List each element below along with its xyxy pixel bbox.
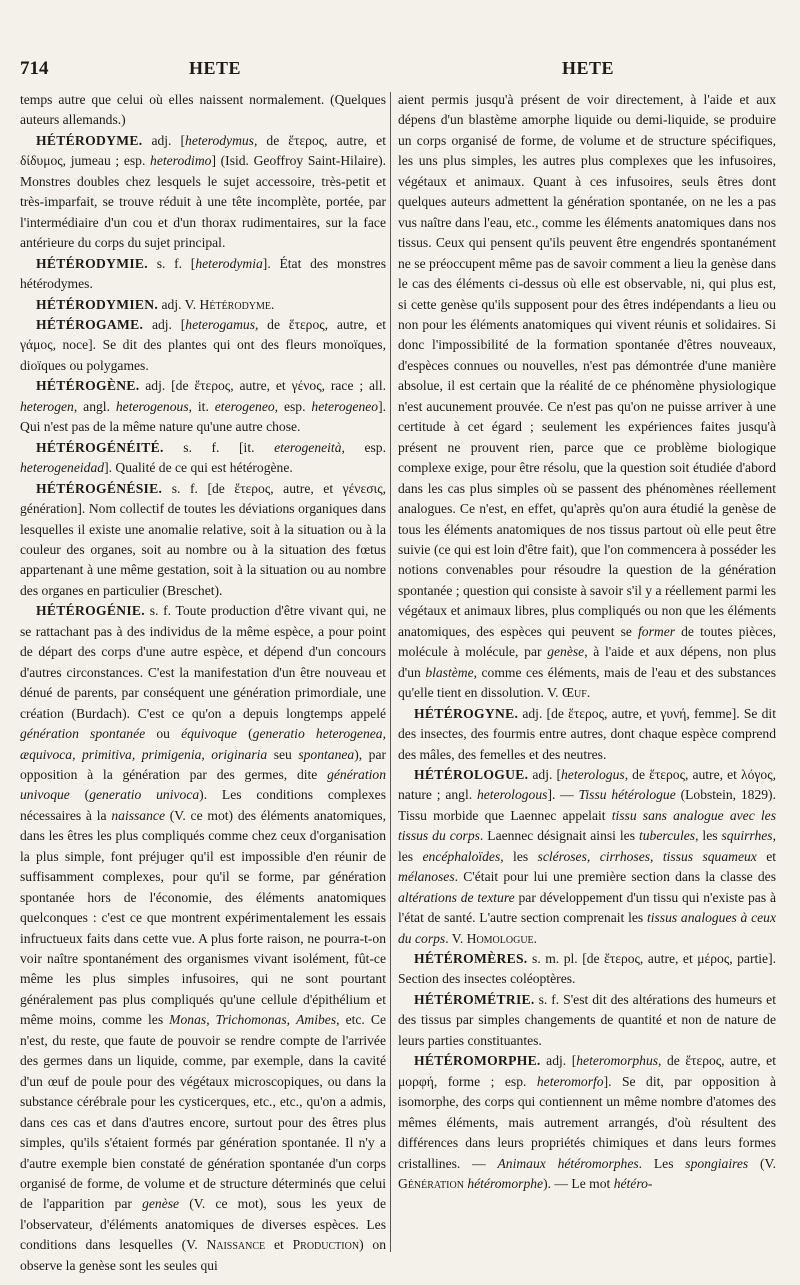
text-run: Tissu hétérologue [578,787,676,803]
text-run: de toutes pièces, molécule à molécule, par [398,623,776,660]
entry-heterodymien [20,295,386,315]
headword: HÉTÉRODYMIE. [36,255,148,271]
text-run: Monas [169,1012,207,1028]
text-run: scléroses [537,848,587,864]
text-run: encéphaloïdes [422,848,501,864]
text-run: squirrhes [721,828,773,844]
entry-heterogeneite [20,438,386,479]
entry-heterodymie [20,254,386,295]
text-run: genèse [142,1196,180,1212]
text-run: ( [69,787,90,803]
text-run: genèse [547,644,585,660]
headword: HÉTÉROMORPHE. [414,1053,541,1069]
text-run: cirrhoses [599,848,651,864]
text-run: heterogenous [115,398,189,414]
page-header [14,58,786,86]
text-run: ), par opposition à la génération par des germes, dite [20,746,387,782]
headword: HÉTÉROGÉNÉITÉ. [36,439,164,455]
headword: HÉTÉRODYMIEN. [36,296,159,312]
headword: HÉTÉROMÉTRIE. [414,991,535,1007]
text-run: spontanea [298,746,355,762]
text-run: , esp. [341,439,386,455]
text-run: adj. [ [540,1053,577,1069]
text-run: heteromorfo [536,1073,604,1089]
text-run: adj. [de ἕτερος, autre, et γυνή, femme]. Se dit des insectes, des fourmis entre autres, dont chaque espèce comprend des mâles, des femelles et des neutres. [398,705,776,762]
text-run: Génération [398,1176,464,1192]
text-run: , les [695,828,722,844]
column-divider [390,92,391,1252]
text-run: , esp. [274,398,312,414]
entry-heterogame [20,315,386,376]
entry-heterogenie [20,601,386,1276]
text-run: ]. Qui n'est pas de la même nature qu'une autre chose. [20,398,387,435]
text-run: generatio heterogenea, æquivoca, primitiva, primigenia, originaria [20,726,386,762]
text-run: Hétérodyme [199,296,272,312]
text-run: (V. ce mot) des éléments anatomiques, dans les êtres les plus compliqués comme chez ceux d'organisation la plus simple, font préjuger qu'il est impossible d'en réunir de suffisamment complexes, pour qu'il se forme, par génération spontanée hors de l'économie, des éléments anatomiques quelconques : c'est ce que montrent expérimentalement les essais infructueux faits dans cette vue. A plus forte raison, ne pourra-t-on voir naître spontanément des organismes vivant isolément, fût-ce même les plus simples infusoires, qui ne sont pourtant généralement pas plus compliqués qu'une cellule d'épithélium et même moins, comme les [20,807,386,1028]
text-run: former [638,623,676,639]
text-run: altérations de texture [398,889,515,905]
text-run: par développement d'un tissu qui n'existe pas à l'état de santé. L'autre section comprenait les [398,889,776,926]
text-run: heterodymus [185,132,254,148]
text-run: , [650,848,663,864]
text-run: . V. [445,930,467,946]
text-run: , [206,1012,216,1028]
text-run: heterogen [20,398,74,414]
text-run: . [271,296,275,312]
entry-heteromeres [398,949,776,990]
text-run: Homologue [466,930,534,946]
text-run: adj. [ [142,132,186,148]
entry-heterologue [398,765,776,949]
text-run: , [286,1012,297,1028]
headword: HÉTÉROGAME. [36,316,144,332]
text-run: heterogeneidad [20,460,105,476]
text-run: s. f. [it. [163,439,275,455]
text-run: ) on observe la genèse sont les seules qui [20,1237,387,1273]
text-run: hétéro- [613,1176,653,1192]
text-run: heterologous [476,787,548,803]
text-run: ( [236,726,253,742]
text-run: heteromorphus [576,1053,659,1069]
right-column [398,90,776,1194]
text-run: adj. V. [158,296,200,312]
headword: HÉTÉROGYNE. [414,705,519,721]
text-run: Œuf [561,685,587,701]
entry-heterometrie [398,990,776,1051]
text-run: , à l'aide et aux dépens, non plus d'un [398,644,776,680]
text-run: ). — Le mot [543,1176,614,1192]
entry-heterogene [20,376,386,437]
text-run: , de ἕτερος, autre, et δίδυμος, jumeau ; esp. [20,132,386,169]
text-run: ]. État des monstres hétérodymes. [20,255,387,292]
text-run: . [586,685,591,701]
text-run: , comme ces éléments, mais de l'eau et des substances qu'elle tient en dissolution. V. [398,664,776,701]
text-run: tubercules [638,828,696,844]
page-number: 714 [20,58,49,79]
text-run: tissus analogues à ceux du corps [398,910,777,946]
text-run: équivoque [181,726,237,742]
text-run: ). Les conditions complexes nécessaires à la [20,787,386,823]
text-run: génération univoque [20,766,386,803]
text-run: ]. — [547,787,579,803]
text-run: hétéromorphe [467,1176,544,1192]
headword: HÉTÉROGÈNE. [36,378,140,394]
text-run: s. f. Toute production d'être vivant qui, ne se rattachant pas à des individus de la même espèce, a pour point de départ des corps d'une autre espèce, et dépend d'un concours d'autres circonstances. C'est la manifestation d'un être nouveau et dénué de parents, par conséquent une génération primordiale, une création (Burdach). C'est ce qu'on a depuis longtemps appelé [20,603,386,721]
text-run: heterologus [561,766,625,782]
running-head-left: HETE [189,58,242,78]
text-run: naissance [111,807,165,823]
text-run: Animaux hétéromorphes [497,1155,639,1171]
text-run: . Les [638,1155,686,1171]
text-run: , it. [188,398,215,414]
text-run: s. f. [de ἕτερος, autre, et γένεσις, génération]. Nom collectif de toutes les déviations organiques dans lesquelles il existe une anomalie relative, soit à la situation ou à la couleur des organes, soit au nombre ou à la situation des fœtus appartenant à une même gestation, soit à la situation ou au nombre des organes en particulier (Breschet). [20,480,386,598]
text-run: ] (Isid. Geoffroy Saint-Hilaire). Monstres doubles chez lesquels le sujet accessoire, très-petit et très-imparfait, se trouve réduit à une tête incomplète, portée, par l'intermédiaire d'un cou et d'un thorax rudimentaires, sur la face antérieure du corps du sujet principal. [20,153,386,251]
text-run: Amibes [296,1012,337,1028]
text-run: . C'était pour lui une première section dans la classe des [454,869,776,885]
running-head-right: HETE [562,58,615,78]
text-run: aient permis jusqu'à présent de voir directement, à l'aide et aux dépens d'un blastème amorphe liquide ou demi-liquide, se produire un corps organisé de forme, de volume et de structure spécifiques, les uns plus simples, les autres plus complexes que les infusoires, végétaux et animaux. Quant à ces infusoires, seuls êtres dont quelques auteurs admettent la génération spontanée, on ne les a pas vus naître dans l'eau, etc., comme les éléments anatomiques dans nos tissus. Ceux qui pensent qu'ils peuvent être engendrés spontanément ne se préoccupent même pas de savoir comment a lieu la genèse dans le cas des éléments ci-dessus où elle est observable, ni, qui plus est, si cette genèse qu'ils supposent pour des êtres indépendants a lieu ou non pour les éléments anatomiques qui vivent réunis et solidaires. Si donc l'impossibilité de la formation spontanée d'êtres nouveaux, d'espèces connues ou nouvelles, n'est pas démontrée d'une manière absolue, il est certain que la réalité de ce phénomène physiologique n'est aucunement prouvée. Ce n'est pas qu'on ne puisse arriver à une certitude à cet égard ; seulement les expériences faites jusqu'à présent ne prouvent rien, parce que ce problème biologique complexe exige, pour être résolu, que la question soit étudiée d'abord dans les cas plus simples où se passent des phénomènes réellement analogues. Ce n'est, en effet, qu'après qu'on aura étudié la genèse de tous les éléments anatomiques de nos tissus partout où elle peut être suivie (ce qui est loin d'être fait), que l'on commencera à posséder les notions convenables pour résoudre la question de la génération spontanée ; question qui consiste à savoir s'il y a réellement parmi les végétaux et animaux libres, plus compliqués ou non que les éléments anatomiques, des espèces qui peuvent se [398,92,776,639]
left-column [20,90,386,1276]
headword: HÉTÉROLOGUE. [414,766,529,782]
entry-continuation [398,90,776,704]
entry-heterodyme [20,131,386,254]
text-run: génération spontanée [20,726,146,742]
text-run: et [265,1237,293,1253]
text-run: adj. [ [528,766,561,782]
text-run: . [533,930,538,946]
text-run: (Lobstein, 1829). Tissu morbide que Laennec appelait [398,787,776,823]
text-run: , les [500,848,538,864]
text-run: ou [145,726,182,742]
text-run: mélanoses [398,869,455,885]
headword: HÉTÉROGÉNÉSIE. [36,480,163,496]
text-run: (V. ce mot), sous les yeux de l'observateur, d'éléments anatomiques de diverses espèces. Les conditions dans lesquelles (V. [20,1196,386,1253]
text-run: seu [267,746,299,762]
headword: HÉTÉROGÉNIE. [36,603,145,619]
text-run: s. f. [ [148,255,196,271]
text-run: s. f. S'est dit des altérations des humeurs et des tissus par simples changements de quantité et non de nature de leurs parties constituantes. [398,991,776,1048]
text-run: , de ἕτερος, autre, et μορφή, forme ; esp. [398,1053,776,1089]
text-run: , angl. [73,398,116,414]
text-run: . Laennec désignait ainsi les [479,828,639,844]
headword: HÉTÉRODYME. [36,132,143,148]
text-run: , de ἕτερος, autre, et λόγος, nature ; angl. [398,766,776,803]
headword: HÉTÉROMÈRES. [414,951,528,967]
text-run: spongiaires [685,1155,749,1171]
text-run: tissu sans analogue avec les tissus du corps [398,807,776,844]
text-run: adj. [de ἕτερος, autre, et γένος, race ; all. [139,378,386,394]
text-run: generatio univoca [89,787,200,803]
text-run: , [586,848,600,864]
text-run: Production [292,1237,360,1253]
entry-heterogenesie [20,479,386,602]
text-run: et [756,848,777,864]
entry-continuation [20,90,386,131]
text-run: eterogeneo [214,398,275,414]
text-run: eterogeneità [274,439,342,455]
entry-heteromorphe [398,1051,776,1194]
text-run: heterogamus [185,316,255,332]
text-run: Trichomonas [215,1012,287,1028]
text-run: blastème [425,664,474,680]
text-run: ]. Qualité de ce qui est hétérogène. [104,460,293,476]
text-run: ]. Se dit, par opposition à isomorphe, des corps qui contiennent un même nombre d'atomes des mêmes éléments, mais autrement arrangés, d'où résultent des différences dans leurs propriétés chimiques et dans leurs formes cristallines. — [398,1073,776,1171]
text-run: s. m. pl. [de ἕτερος, autre, et μέρος, partie]. Section des insectes coléoptères. [398,951,776,987]
text-run: Naissance [206,1237,266,1253]
entry-heterogyne [398,704,776,765]
text-run: (V. [748,1155,777,1171]
text-run: , de ἕτερος, autre, et γάμος, noce]. Se dit des plantes qui ont des fleurs monoïques, dioïques ou polygames. [20,316,386,373]
text-run: tissus squameux [662,848,757,864]
text-run: heterodimo [150,153,212,169]
text-run: adj. [ [143,316,186,332]
text-run: , les [398,828,777,864]
text-run: heterodymia [195,255,263,271]
text-run: , etc. Ce n'est, du reste, que faute de pouvoir se rendre compte de l'arrivée des germes dans un liquide, comme, par exemple, dans la cavité d'un œuf de poule pour des végétaux microscopiques, ou dans la substance cérébrale pour les cysticerques, etc., etc., qu'on a admis, dans ces cas et dans d'autres encore, surtout pour des êtres plus simples, qu'ils s'étaient formés par génération spontanée. Il n'y a d'autre exemple bien constaté de génération spontanée d'un corps organisé de forme, de volume et de structure déterminés que celui de l'apparition par [20,1012,386,1212]
text-run: temps autre que celui où elles naissent normalement. (Quelques auteurs allemands.) [20,92,386,128]
text-run: heterogeneo [311,398,379,414]
